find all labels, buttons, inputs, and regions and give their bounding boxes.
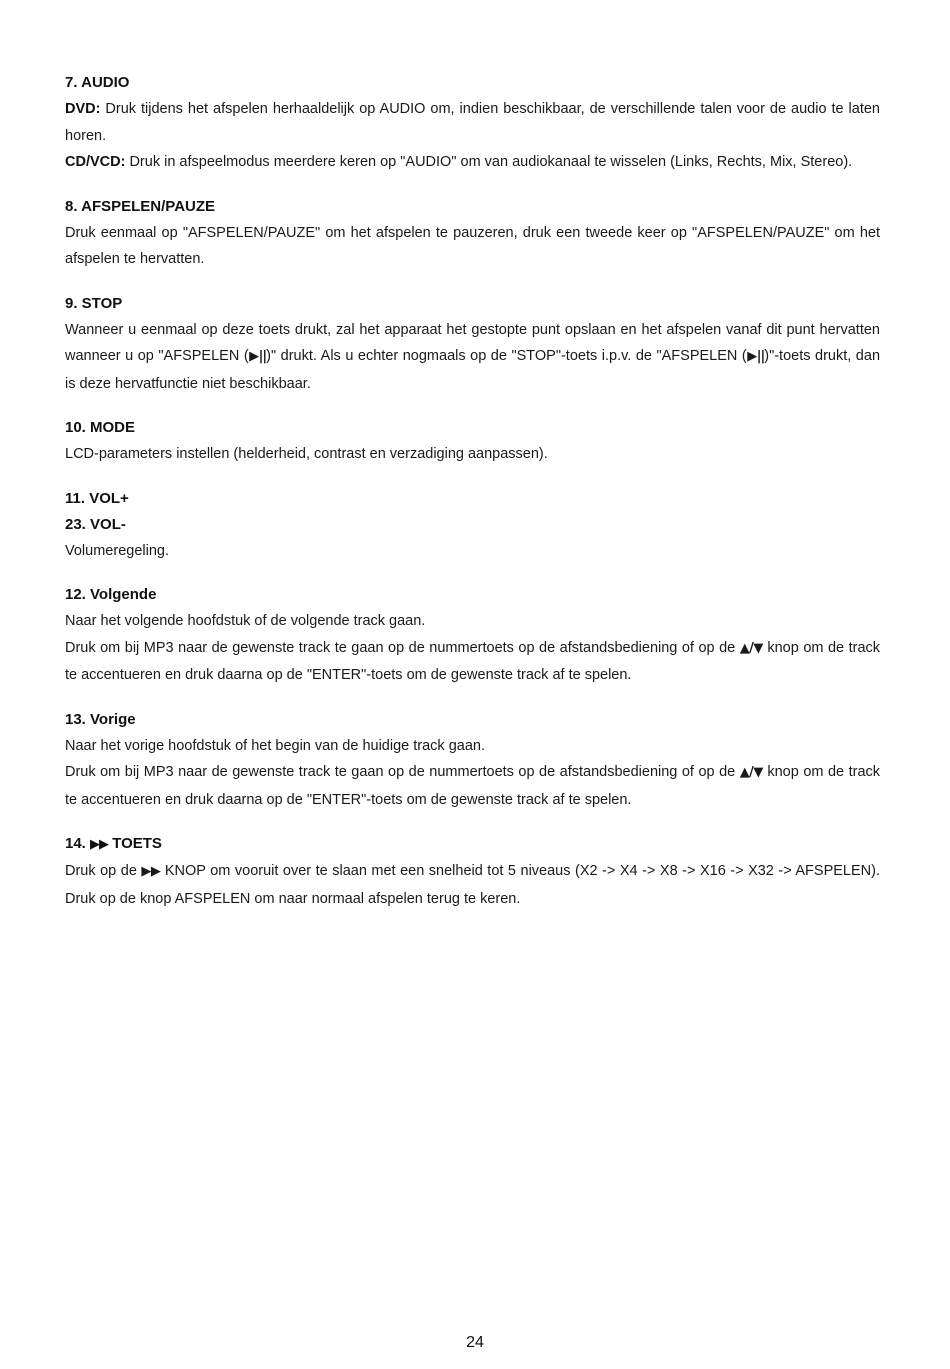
fast-forward-icon: ▶▶ bbox=[141, 864, 161, 879]
dvd-text: Druk tijdens het afspelen herhaaldelijk op AUDIO om, indien beschikbaar, de verschillende talen voor de audio te laten horen. bbox=[65, 101, 880, 144]
section-next bbox=[65, 582, 880, 689]
play-pause-icon: ▶|| bbox=[248, 349, 267, 364]
previous-text-1: Naar het vorige hoofdstuk of het begin van de huidige track gaan. bbox=[65, 737, 485, 754]
play-pause-text: Druk eenmaal op "AFSPELEN/PAUZE" om het afspelen te pauzeren, druk een tweede keer op "AFSPELEN/PAUZE" om het afspelen te hervatten. bbox=[65, 224, 880, 267]
section-volume bbox=[65, 486, 880, 565]
section-audio bbox=[65, 70, 880, 176]
mode-text: LCD-parameters instellen (helderheid, contrast en verzadiging aanpassen). bbox=[65, 446, 548, 462]
forward-text-a: Druk op de bbox=[65, 863, 142, 879]
section-heading: 9. STOP bbox=[65, 294, 123, 312]
play-pause-icon: ▶|| bbox=[746, 349, 765, 364]
section-previous bbox=[65, 707, 880, 814]
cdvcd-paragraph bbox=[65, 149, 880, 176]
section-play-pause bbox=[65, 194, 880, 273]
section-heading bbox=[65, 831, 880, 858]
stop-paragraph bbox=[65, 317, 880, 398]
page-number: 24 bbox=[466, 1334, 484, 1351]
dvd-label: DVD: bbox=[65, 101, 101, 117]
cdvcd-text: Druk in afspeelmodus meerdere keren op "AUDIO" om van audiokanaal te wisselen (Links, Rechts, Mix, Stereo). bbox=[125, 154, 853, 170]
previous-text-2b: knop om de track te accentueren en druk daarna op de "ENTER"-toets om de gewenste track af te spelen. bbox=[65, 764, 881, 808]
section-heading: 13. Vorige bbox=[65, 710, 136, 728]
next-text-2b: knop om de track te accentueren en druk daarna op de "ENTER"-toets om de gewenste track af te spelen. bbox=[65, 639, 881, 683]
previous-paragraph bbox=[65, 759, 880, 813]
section-heading: 23. VOL- bbox=[65, 515, 126, 533]
up-down-arrow-icon: ▲/▼ bbox=[739, 765, 763, 780]
previous-text-2a: Druk om bij MP3 naar de gewenste track te gaan op de nummertoets op de afstandsbediening of op de bbox=[65, 764, 740, 780]
volume-text: Volumeregeling. bbox=[65, 542, 169, 559]
up-down-arrow-icon: ▲/▼ bbox=[739, 640, 763, 656]
section-heading: 12. Volgende bbox=[65, 586, 157, 603]
section-stop bbox=[65, 291, 880, 398]
stop-text-2: )" drukt. Als u echter nogmaals op de "STOP"-toets i.p.v. de "AFSPELEN ( bbox=[266, 348, 747, 364]
next-text-1: Naar het volgende hoofdstuk of de volgende track gaan. bbox=[65, 613, 426, 629]
next-text-2a: Druk om bij MP3 naar de gewenste track te gaan op de nummertoets op de afstandsbediening of op de bbox=[65, 639, 740, 656]
stop-text-1: Wanneer u eenmaal op deze toets drukt, zal het apparaat het gestopte punt opslaan en het afspelen vanaf dit punt hervatten wanneer u op "AFSPELEN ( bbox=[65, 321, 880, 364]
forward-paragraph bbox=[65, 858, 880, 912]
section-heading: 11. VOL+ bbox=[65, 489, 129, 507]
next-paragraph bbox=[65, 635, 880, 689]
page-content bbox=[65, 70, 880, 930]
stop-text-3: )"-toets drukt, dan is deze hervatfunctie niet beschikbaar. bbox=[65, 348, 881, 392]
cdvcd-label: CD/VCD: bbox=[65, 154, 126, 170]
fast-forward-icon: ▶▶ bbox=[90, 837, 109, 852]
section-heading: 10. MODE bbox=[65, 419, 136, 436]
section-mode bbox=[65, 415, 880, 468]
section-heading: 8. AFSPELEN/PAUZE bbox=[65, 197, 216, 215]
section-heading: 7. AUDIO bbox=[65, 74, 130, 91]
dvd-paragraph bbox=[65, 96, 880, 149]
forward-heading-word: TOETS bbox=[112, 835, 162, 852]
section-forward bbox=[65, 831, 880, 912]
forward-heading-number: 14. bbox=[65, 835, 86, 852]
forward-text-b: KNOP om vooruit over te slaan met een snelheid tot 5 niveaus (X2 -> X4 -> X8 -> X16 -> X32 -> AFSPELEN). Druk op de knop AFSPELEN om naar normaal afspelen terug te keren. bbox=[65, 863, 880, 907]
